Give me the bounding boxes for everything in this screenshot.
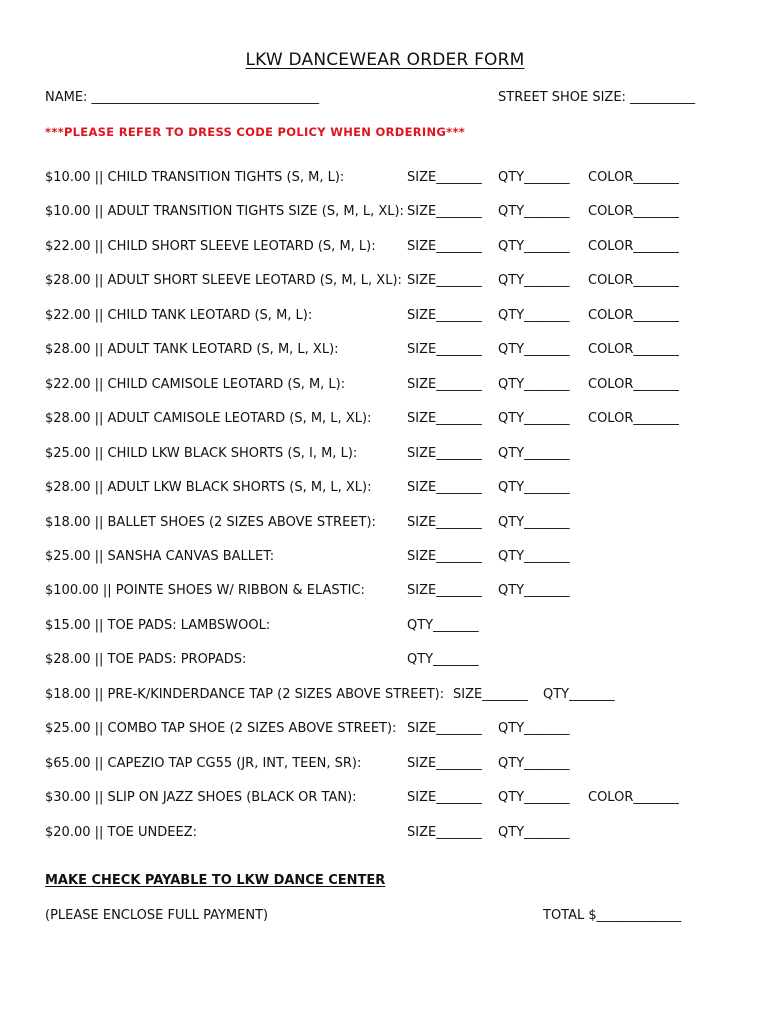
- item-description: $25.00 || SANSHA CANVAS BALLET:: [45, 549, 275, 564]
- item-description: $18.00 || BALLET SHOES (2 SIZES ABOVE STREET):: [45, 515, 376, 530]
- item-description: $22.00 || CHILD SHORT SLEEVE LEOTARD (S, M, L):: [45, 239, 376, 254]
- size-field[interactable]: SIZE_______: [407, 411, 482, 426]
- order-item-row: [0, 756, 770, 776]
- item-description: $20.00 || TOE UNDEEZ:: [45, 825, 197, 840]
- item-description: $10.00 || ADULT TRANSITION TIGHTS SIZE (S, M, L, XL):: [45, 204, 404, 219]
- color-field[interactable]: COLOR_______: [588, 377, 679, 392]
- size-field[interactable]: SIZE_______: [407, 239, 482, 254]
- order-item-row: [0, 790, 770, 810]
- order-item-row: [0, 652, 770, 672]
- order-item-row: [0, 618, 770, 638]
- qty-field[interactable]: QTY_______: [498, 411, 570, 426]
- qty-field[interactable]: QTY_______: [498, 204, 570, 219]
- color-field[interactable]: COLOR_______: [588, 170, 679, 185]
- size-field[interactable]: SIZE_______: [407, 480, 482, 495]
- order-item-row: [0, 411, 770, 431]
- item-description: $22.00 || CHILD CAMISOLE LEOTARD (S, M, L):: [45, 377, 346, 392]
- size-field[interactable]: SIZE_______: [407, 342, 482, 357]
- size-field[interactable]: SIZE_______: [407, 273, 482, 288]
- total-field[interactable]: TOTAL $_____________: [543, 908, 682, 923]
- order-item-row: [0, 446, 770, 466]
- color-field[interactable]: COLOR_______: [588, 411, 679, 426]
- qty-field[interactable]: QTY_______: [498, 239, 570, 254]
- size-field[interactable]: SIZE_______: [407, 204, 482, 219]
- order-item-row: [0, 342, 770, 362]
- order-item-row: [0, 377, 770, 397]
- order-item-row: [0, 515, 770, 535]
- order-item-row: [0, 825, 770, 845]
- qty-field[interactable]: QTY_______: [498, 342, 570, 357]
- order-item-row: [0, 308, 770, 328]
- dress-code-notice: ***PLEASE REFER TO DRESS CODE POLICY WHEN ORDERING***: [45, 125, 466, 139]
- qty-field[interactable]: QTY_______: [498, 583, 570, 598]
- item-description: $28.00 || ADULT LKW BLACK SHORTS (S, M, L, XL):: [45, 480, 372, 495]
- size-field[interactable]: SIZE_______: [407, 308, 482, 323]
- qty-field[interactable]: QTY_______: [498, 480, 570, 495]
- color-field[interactable]: COLOR_______: [588, 204, 679, 219]
- item-description: $10.00 || CHILD TRANSITION TIGHTS (S, M, L):: [45, 170, 345, 185]
- check-payable-note: MAKE CHECK PAYABLE TO LKW DANCE CENTER: [45, 873, 386, 888]
- item-description: $22.00 || CHILD TANK LEOTARD (S, M, L):: [45, 308, 313, 323]
- item-description: $18.00 || PRE-K/KINDERDANCE TAP (2 SIZES ABOVE STREET):: [45, 687, 445, 702]
- order-item-row: [0, 721, 770, 741]
- item-description: $28.00 || TOE PADS: PROPADS:: [45, 652, 247, 667]
- item-description: $25.00 || COMBO TAP SHOE (2 SIZES ABOVE STREET):: [45, 721, 397, 736]
- qty-field[interactable]: QTY_______: [407, 618, 479, 633]
- page-title-text: LKW DANCEWEAR ORDER FORM: [245, 50, 525, 70]
- qty-field[interactable]: QTY_______: [498, 721, 570, 736]
- qty-field[interactable]: QTY_______: [498, 756, 570, 771]
- order-item-row: [0, 687, 770, 707]
- page-title: [0, 50, 770, 70]
- qty-field[interactable]: QTY_______: [498, 790, 570, 805]
- color-field[interactable]: COLOR_______: [588, 273, 679, 288]
- order-item-row: [0, 170, 770, 190]
- qty-field[interactable]: QTY_______: [498, 549, 570, 564]
- qty-field[interactable]: QTY_______: [498, 308, 570, 323]
- order-item-row: [0, 549, 770, 569]
- order-item-row: [0, 239, 770, 259]
- color-field[interactable]: COLOR_______: [588, 308, 679, 323]
- size-field[interactable]: SIZE_______: [407, 549, 482, 564]
- enclose-payment-note: (PLEASE ENCLOSE FULL PAYMENT): [45, 908, 269, 923]
- item-description: $65.00 || CAPEZIO TAP CG55 (JR, INT, TEEN, SR):: [45, 756, 362, 771]
- size-field[interactable]: SIZE_______: [407, 721, 482, 736]
- order-item-row: [0, 480, 770, 500]
- item-description: $28.00 || ADULT TANK LEOTARD (S, M, L, XL):: [45, 342, 339, 357]
- qty-field[interactable]: QTY_______: [498, 515, 570, 530]
- size-field[interactable]: SIZE_______: [407, 515, 482, 530]
- street-shoe-size-field[interactable]: STREET SHOE SIZE: __________: [498, 90, 696, 105]
- item-description: $100.00 || POINTE SHOES W/ RIBBON & ELASTIC:: [45, 583, 365, 598]
- qty-field[interactable]: QTY_______: [498, 273, 570, 288]
- qty-field[interactable]: QTY_______: [498, 446, 570, 461]
- item-description: $28.00 || ADULT CAMISOLE LEOTARD (S, M, L, XL):: [45, 411, 372, 426]
- size-field[interactable]: SIZE_______: [453, 687, 528, 702]
- item-description: $30.00 || SLIP ON JAZZ SHOES (BLACK OR TAN):: [45, 790, 357, 805]
- qty-field[interactable]: QTY_______: [543, 687, 615, 702]
- order-item-row: [0, 583, 770, 603]
- size-field[interactable]: SIZE_______: [407, 377, 482, 392]
- color-field[interactable]: COLOR_______: [588, 790, 679, 805]
- qty-field[interactable]: QTY_______: [498, 825, 570, 840]
- qty-field[interactable]: QTY_______: [498, 170, 570, 185]
- color-field[interactable]: COLOR_______: [588, 239, 679, 254]
- size-field[interactable]: SIZE_______: [407, 756, 482, 771]
- order-item-row: [0, 204, 770, 224]
- size-field[interactable]: SIZE_______: [407, 446, 482, 461]
- item-description: $28.00 || ADULT SHORT SLEEVE LEOTARD (S, M, L, XL):: [45, 273, 402, 288]
- size-field[interactable]: SIZE_______: [407, 825, 482, 840]
- size-field[interactable]: SIZE_______: [407, 790, 482, 805]
- qty-field[interactable]: QTY_______: [498, 377, 570, 392]
- qty-field[interactable]: QTY_______: [407, 652, 479, 667]
- name-field[interactable]: NAME: ___________________________________: [45, 90, 320, 105]
- item-description: $25.00 || CHILD LKW BLACK SHORTS (S, I, M, L):: [45, 446, 358, 461]
- item-description: $15.00 || TOE PADS: LAMBSWOOL:: [45, 618, 271, 633]
- size-field[interactable]: SIZE_______: [407, 170, 482, 185]
- color-field[interactable]: COLOR_______: [588, 342, 679, 357]
- order-item-row: [0, 273, 770, 293]
- size-field[interactable]: SIZE_______: [407, 583, 482, 598]
